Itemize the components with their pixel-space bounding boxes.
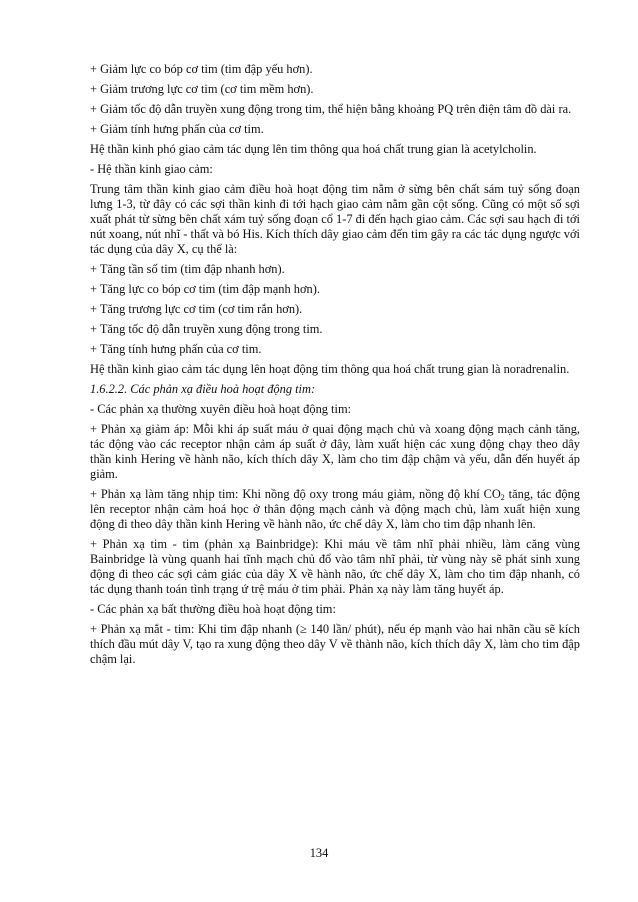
paragraph-co2: [90, 487, 580, 532]
paragraph-text: tăng, tác động lên receptor nhận cảm hoá học ở thân động mạch cảnh và động mạch chủ, làm xuất hiện xung động đi theo dây thần kinh Hering về hành não, ức chế dây X, làm cho tim đập nhanh lên.: [90, 487, 581, 531]
paragraph: Trung tâm thần kinh giao cảm điều hoà hoạt động tim nằm ở sừng bên chất sám tuỷ sống đoạn lưng 1-3, từ đây có các sợi thần kinh đi tới hạch giao cảm nằm gần cột sống. Cũng có một số sợi xuất phát từ sừng bên chất xám tuỷ sống đoạn cổ 1-7 đi đến hạch giao cảm. Các sợi sau hạch đi tới nút xoang, nút nhĩ - thất và bó His. Kích thích dây giao cảm đến tim gây ra các tác dụng ngược với tác dụng của dây X, cụ thể là:: [90, 182, 580, 256]
paragraph: + Phản xạ giảm áp: Mỗi khi áp suất máu ở quai động mạch chủ và xoang động mạch cảnh tăng, tác động vào các receptor nhận cảm áp suất ở đây, làm xuất hiện các xung động chạy theo dây thần kinh Hering về hành não, kích thích dây X, làm cho tim đập chậm và yếu, dẫn đến huyết áp giảm.: [90, 422, 580, 481]
paragraph: + Tăng lực co bóp cơ tim (tim đập mạnh hơn).: [90, 282, 320, 296]
paragraph: + Giảm trương lực cơ tim (cơ tim mềm hơn).: [90, 82, 314, 96]
paragraph: + Giảm lực co bóp cơ tim (tim đập yếu hơn).: [90, 62, 313, 76]
paragraph: + Phản xạ mắt - tim: Khi tim đập nhanh (≥ 140 lần/ phút), nếu ép mạnh vào hai nhãn cầu sẽ kích thích đầu mút dây V, tạo ra xung động theo dây V về thành não, kích thích dây X, làm cho tim đập chậm lại.: [90, 622, 580, 666]
paragraph: + Tăng trương lực cơ tim (cơ tim rắn hơn).: [90, 302, 303, 316]
paragraph: + Phản xạ tim - tim (phản xạ Bainbridge): Khi máu về tâm nhĩ phải nhiều, làm căng vùng Bainbridge là vùng quanh hai tĩnh mạch chủ đổ vào tâm nhĩ phải, từ vùng này sẽ phát sinh xung động đi theo các sợi cảm giác của dây X về hành não, ức chế dây X, làm cho tim đập nhanh, có tác dụng thanh toán tình trạng ứ trệ máu ở tim phải. Phản xạ này làm tăng huyết áp.: [90, 537, 580, 596]
subheading: - Các phản xạ bất thường điều hoà hoạt động tim:: [90, 602, 336, 616]
page-number: 134: [309, 846, 329, 860]
paragraph: + Tăng tốc độ dẫn truyền xung động trong tim.: [90, 322, 323, 336]
paragraph: + Tăng tính hưng phấn của cơ tim.: [90, 342, 262, 356]
paragraph: Hệ thần kinh giao cảm tác dụng lên hoạt động tim thông qua hoá chất trung gian là noradrenalin.: [90, 362, 570, 376]
paragraph: + Giảm tính hưng phấn của cơ tim.: [90, 122, 264, 136]
document-body: [90, 62, 580, 672]
paragraph-text: + Phản xạ làm tăng nhịp tim: Khi nồng độ oxy trong máu giảm, nồng độ khí CO: [90, 487, 501, 501]
subscript: 2: [500, 493, 505, 502]
section-heading: 1.6.2.2. Các phản xạ điều hoà hoạt động tim:: [90, 382, 316, 396]
paragraph: Hệ thần kinh phó giao cảm tác dụng lên tim thông qua hoá chất trung gian là acetylcholin.: [90, 142, 537, 156]
subheading: - Các phản xạ thường xuyên điều hoà hoạt động tim:: [90, 402, 352, 416]
paragraph: - Hệ thần kinh giao cảm:: [90, 162, 213, 176]
paragraph: + Tăng tần số tim (tim đập nhanh hơn).: [90, 262, 285, 276]
paragraph: + Giảm tốc độ dẫn truyền xung động trong tim, thể hiện bằng khoảng PQ trên điện tâm đồ dài ra.: [90, 102, 572, 116]
